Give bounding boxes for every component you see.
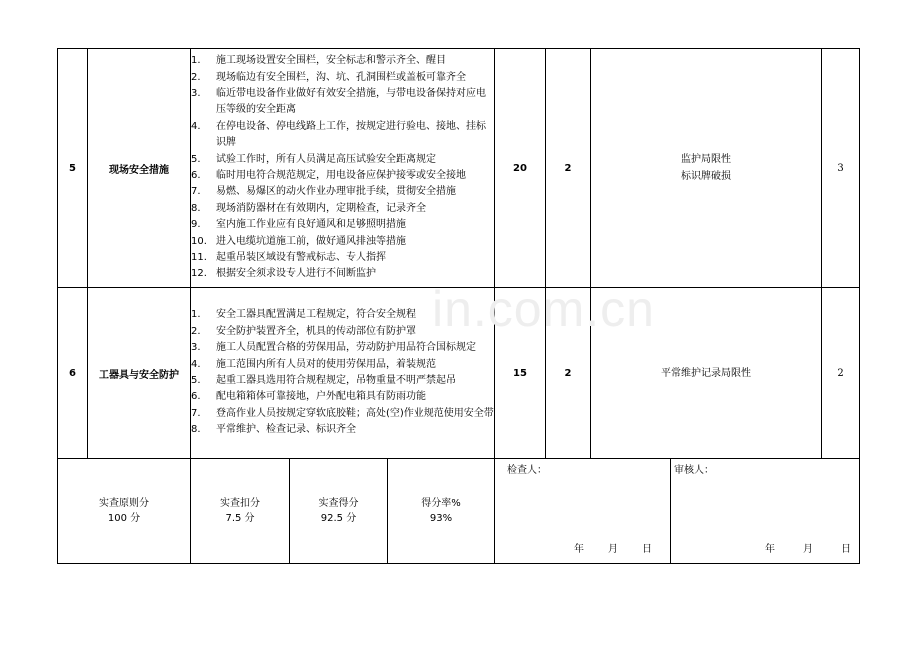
summary-value: 7.5 分 [225,513,255,524]
item-text: 登高作业人员按规定穿软底胶鞋；高处(空)作业规范使用安全带 [216,407,494,419]
watermark-text: in.com.cn [432,281,655,337]
item-number: 1. [191,309,201,321]
item-text: 易燃、易爆区的动火作业办理审批手续，贯彻安全措施 [216,186,456,198]
list-item [191,389,494,405]
item-number: 6. [191,391,201,403]
item-number: 12. [191,268,207,280]
item-number: 8. [191,202,201,214]
summary-row [58,459,860,564]
reason-line: 平常维护记录局限性 [661,367,751,379]
item-number: 7. [191,186,201,198]
item-number: 11. [191,252,207,264]
item-number: 2. [191,325,201,337]
row-deduct: 2 [546,49,591,288]
reason-line: 监护局限性 [681,154,731,165]
row-score: 15 [495,288,546,459]
item-number: 1. [191,55,201,67]
item-text: 室内施工作业应有良好通风和足够照明措施 [216,219,406,231]
item-list [191,53,494,283]
item-number: 2. [191,71,201,83]
item-text: 施工现场设置安全围栏，安全标志和警示齐全、醒目 [216,55,446,67]
item-text: 配电箱箱体可靠接地，户外配电箱具有防雨功能 [216,391,426,403]
list-item [191,53,494,69]
item-number: 3. [191,342,201,354]
row-value: 2 [822,288,860,459]
reviewer-sign-box[interactable] [671,459,860,564]
item-list [191,307,494,438]
date-year: 年 [574,544,584,555]
item-number: 5. [191,375,201,386]
item-text: 施工范围内所有人员对的使用劳保用品，着装规范 [216,358,436,370]
summary-principle [58,459,191,564]
list-item [191,324,494,340]
reviewer-date [765,542,851,557]
item-text: 施工人员配置合格的劳保用品，劳动防护用品符合国标规定 [216,342,476,354]
reviewer-label: 审核人： [674,465,714,476]
list-item [191,184,494,200]
list-item [191,201,494,217]
row-reasons [591,288,822,459]
item-text: 进入电缆坑道施工前，做好通风排浊等措施 [216,235,406,247]
item-text: 临时用电符合规范规定，用电设备应保护接零或安全接地 [216,170,466,181]
list-item [191,307,494,323]
inspection-sheet [57,48,859,564]
row-items [191,288,495,459]
item-text: 根据安全须求设专人进行不间断监护 [216,268,376,280]
summary-deduct [191,459,290,564]
list-item [191,86,494,119]
list-item [191,234,494,250]
row-category: 工器具与安全防护 [88,288,191,459]
row-items [191,49,495,288]
date-day: 日 [841,544,851,555]
list-item [191,250,494,266]
item-text: 现场临边有安全围栏，沟、坑、孔洞围栏或盖板可靠齐全 [216,71,466,83]
inspector-date [574,542,652,557]
summary-value: 92.5 分 [320,513,357,524]
item-text: 起重吊装区域设有警戒标志、专人指挥 [216,252,386,264]
list-item [191,119,494,152]
date-day: 日 [642,544,652,555]
list-item [191,340,494,356]
row-reasons [591,49,822,288]
list-item [191,357,494,373]
list-item [191,152,494,168]
row-number: 5 [58,49,88,288]
summary-label: 实查得分 [318,498,359,509]
item-text: 安全防护装置齐全，机具的传动部位有防护罩 [216,325,416,337]
table-row [58,288,860,459]
list-item [191,168,494,184]
item-text: 现场消防器材在有效期内，定期检查，记录齐全 [216,202,426,214]
inspection-table [57,48,860,459]
summary-table [57,459,860,564]
inspector-label: 检查人： [507,465,547,476]
summary-rate [388,459,495,564]
list-item [191,422,494,438]
item-text: 平常维护、检查记录、标识齐全 [216,424,356,436]
list-item [191,373,494,389]
item-number: 10. [191,235,207,247]
item-text: 在停电设备、停电线路上工作，按规定进行验电、接地、挂标识牌 [216,120,486,149]
list-item [191,266,494,282]
item-number: 5. [191,153,201,165]
table-row [58,49,860,288]
item-text: 安全工器具配置满足工程规定，符合安全规程 [216,309,416,321]
summary-score [290,459,388,564]
item-number: 4. [191,120,201,132]
item-number: 7. [191,407,201,419]
summary-value: 93% [429,513,453,524]
list-item [191,70,494,86]
item-text: 临近带电设备作业做好有效安全措施，与带电设备保持对应电压等级的安全距离 [216,87,486,116]
row-value: 3 [822,49,860,288]
summary-value: 100 分 [107,513,141,524]
item-number: 3. [191,87,201,99]
row-deduct: 2 [546,288,591,459]
date-month: 月 [803,544,813,555]
item-number: 8. [191,424,201,436]
date-month: 月 [608,544,618,555]
item-number: 6. [191,170,201,181]
reason-line: 标识牌破损 [681,171,731,182]
list-item [191,217,494,233]
inspector-sign-box[interactable] [495,459,671,564]
date-year: 年 [765,544,775,555]
item-text: 试验工作时，所有人员满足高压试验安全距离规定 [216,153,436,165]
row-number: 6 [58,288,88,459]
item-number: 4. [191,358,201,370]
list-item [191,406,494,422]
row-category: 现场安全措施 [88,49,191,288]
summary-label: 实查扣分 [220,498,260,509]
row-score: 20 [495,49,546,288]
item-number: 9. [191,219,201,231]
item-text: 起重工器具选用符合规程规定，吊物重量不明严禁起吊 [216,375,456,386]
summary-label: 实查原则分 [99,498,149,509]
summary-label: 得分率% [421,498,461,509]
